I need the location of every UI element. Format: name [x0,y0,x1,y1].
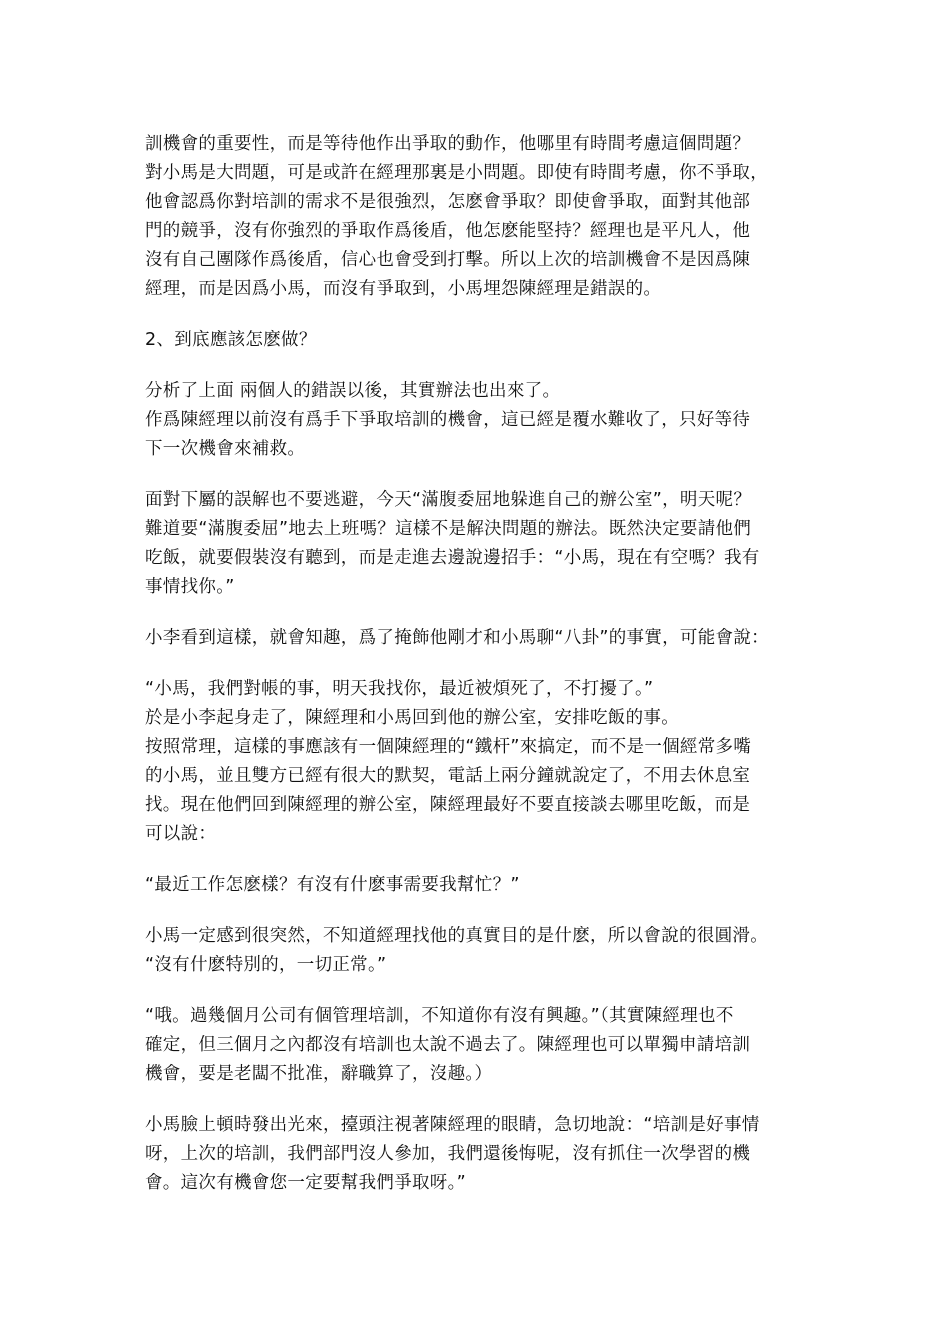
text-line: 門的競爭，沒有你強烈的爭取作爲後盾，他怎麽能堅持？經理也是平凡人，他 [145,221,751,241]
text-line: 下一次機會來補救。 [145,439,306,459]
text-line: 呀，上次的培訓，我們部門沒人參加，我們還後悔呢，沒有抓住一次學習的機 [145,1144,751,1164]
paragraph-xiao-ma-excited [145,1111,825,1198]
section-heading [145,326,825,355]
text-line: “小馬，我們對帳的事，明天我找你，最近被煩死了，不打擾了。” [145,679,654,699]
paragraph-training-opportunity [145,130,825,304]
paragraph-gap [145,1089,825,1111]
paragraph-gap [145,602,825,624]
text-line: 按照常理，這樣的事應該有一個陳經理的“鐵杆”來搞定，而不是一個經常多嘴 [145,737,752,757]
paragraph-face-misunderstanding [145,486,825,602]
heading-line: 2、到底應該怎麽做？ [145,330,317,350]
text-line: 機會，要是老闆不批准，辭職算了，沒趣。） [145,1064,493,1084]
text-line: “最近工作怎麽樣？有沒有什麽事需要我幫忙？” [145,875,520,895]
text-line: 事情找你。” [145,577,235,597]
text-line: 小馬一定感到很突然，不知道經理找他的真實目的是什麽，所以會說的很圓滑。 [145,926,768,946]
text-line: 他會認爲你對培訓的需求不是很強烈，怎麽會爭取？即使會爭取，面對其他部 [145,192,751,212]
text-line: 會。這次有機會您一定要幫我們爭取呀。” [145,1173,467,1193]
text-line: 的小馬，並且雙方已經有很大的默契，電話上兩分鐘就說定了，不用去休息室 [145,766,751,786]
paragraph-xiao-ma-reply [145,922,825,980]
text-line: 小馬臉上頓時發出光來，擡頭注視著陳經理的眼睛，急切地說：“培訓是好事情 [145,1115,760,1135]
paragraph-training-offer [145,1002,825,1089]
text-line: 可以說： [145,824,217,844]
paragraph-gap [145,849,825,871]
paragraph-dialogue-reconciliation [145,675,825,849]
text-line: 小李看到這樣，就會知趣，爲了掩飾他剛才和小馬聊“八卦”的事實，可能會說： [145,628,769,648]
text-line: 確定，但三個月之內都沒有培訓也太說不過去了。陳經理也可以單獨申請培訓 [145,1035,751,1055]
paragraph-gap [145,464,825,486]
text-line: 面對下屬的誤解也不要逃避，今天“滿腹委屈地躲進自己的辦公室”，明天呢？ [145,490,752,510]
paragraph-analysis [145,377,825,464]
document-body [145,130,825,1198]
text-line: “哦。過幾個月公司有個管理培訓，不知道你有沒有興趣。”（其實陳經理也不 [145,1006,734,1026]
text-line: 找。現在他們回到陳經理的辦公室，陳經理最好不要直接談去哪里吃飯，而是 [145,795,751,815]
paragraph-gap [145,304,825,326]
text-line: 作爲陳經理以前沒有爲手下爭取培訓的機會，這已經是覆水難收了，只好等待 [145,410,751,430]
text-line: 經理，而是因爲小馬，而沒有爭取到，小馬埋怨陳經理是錯誤的。 [145,279,662,299]
text-line: “沒有什麽特別的，一切正常。” [145,955,387,975]
text-line: 對小馬是大問題，可是或許在經理那裏是小問題。即使有時間考慮，你不爭取， [145,163,768,183]
text-line: 難道要“滿腹委屈”地去上班嗎？這樣不是解決問題的辦法。既然決定要請他們 [145,519,752,539]
paragraph-gap [145,355,825,377]
paragraph-xiao-li [145,624,825,653]
text-line: 分析了上面 兩個人的錯誤以後，其實辦法也出來了。 [145,381,561,401]
paragraph-quote-question [145,871,825,900]
paragraph-gap [145,980,825,1002]
paragraph-gap [145,900,825,922]
text-line: 吃飯，就要假裝沒有聽到，而是走進去邊說邊招手：“小馬，現在有空嗎？我有 [145,548,760,568]
text-line: 訓機會的重要性，而是等待他作出爭取的動作，他哪里有時間考慮這個問題？ [145,134,751,154]
text-line: 於是小李起身走了，陳經理和小馬回到他的辦公室，安排吃飯的事。 [145,708,679,728]
text-line: 沒有自己團隊作爲後盾，信心也會受到打擊。所以上次的培訓機會不是因爲陳 [145,250,751,270]
paragraph-gap [145,653,825,675]
